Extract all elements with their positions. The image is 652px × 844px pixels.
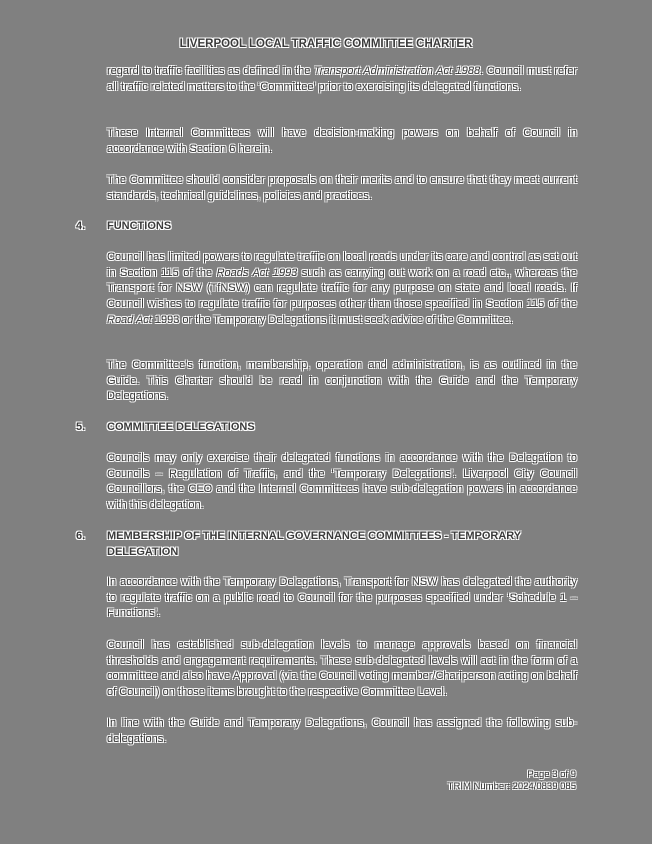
page-footer — [448, 769, 576, 793]
intro-paragraph-3: The Committee should consider proposals on their merits and to ensure that they meet current standards, technical guidelines, policies and practices. — [107, 174, 577, 202]
section-title: FUNCTIONS — [107, 220, 172, 232]
text-span: such as carrying out work on a road etc., whereas the Transport for NSW (TfNSW) can regulate traffic for any purpose on state and local roads. If Council wishes to regulate traffic for purposes other than those specified in Section 115 of the — [107, 266, 577, 311]
functions-paragraph-2: The Committee's function, membership, operation and administration, is as outlined in the Guide. This Charter should be read in conjunction with the Guide and the Temporary Delegations. — [107, 359, 577, 403]
page-number: Page 3 of 9 — [527, 769, 576, 780]
membership-paragraph-3: In line with the Guide and Temporary Delegations, Council has assigned the following sub-delegations. — [107, 717, 577, 745]
membership-paragraph-2: Council has established sub-delegation levels to manage approvals based on financial thresholds and engagement requirements. These sub-delegated levels will act in the form of a committee and also have Approval (via the Council voting member/Chariperson acting on behalf of Council) on those items brought to the respective Committee Level. — [107, 639, 577, 699]
intro-paragraph-1 — [107, 64, 577, 95]
section-title: MEMBERSHIP OF THE INTERNAL GOVERNANCE COMMITTEES - TEMPORARY DELEGATION — [107, 530, 521, 558]
text-span: Council has limited powers to regulate traffic on local roads under its care and control as set out in Section 115 of the — [107, 251, 577, 279]
document-title: LIVERPOOL LOCAL TRAFFIC COMMITTEE CHARTER — [179, 38, 473, 50]
intro-paragraph-2: These Internal Committees will have decision-making powers on behalf of Council in accordance with Section 6 herein. — [107, 127, 577, 155]
text-span: 1993 or the Temporary Delegations it must seek advice of the Committee. — [151, 313, 513, 326]
membership-paragraph-1: In accordance with the Temporary Delegations, Transport for NSW has delegated the authority to regulate traffic on a public road to Council for the purposes specified under ‘Schedule 1 – Functions’. — [107, 576, 577, 620]
trim-number: TRIM Number: 2024/0839 085 — [447, 781, 576, 792]
text-span: . Council must refer all traffic related matters to the ‘Committee’ prior to exercising its delegated functions. — [107, 65, 577, 93]
section-number: 6. — [76, 530, 86, 542]
section-number: 5. — [76, 421, 86, 433]
act-name-italic: Road Act — [107, 313, 152, 326]
text-span: regard to traffic facilities as defined in the — [107, 65, 314, 77]
act-name-italic: Roads Act 1993 — [216, 266, 298, 279]
section-number: 4. — [76, 220, 86, 232]
section-title: COMMITTEE DELEGATIONS — [107, 421, 255, 433]
act-name-italic: Transport Administration Act 1988 — [313, 65, 481, 77]
functions-paragraph-1 — [107, 250, 577, 329]
delegations-paragraph-1: Councils may only exercise their delegated functions in accordance with the Delegation to Councils – Regulation of Traffic, and the ‘Temporary Delegations’. Liverpool City Council Councillors, the CEO and the Internal Committees have sub-delegation powers in accordance with this delegation. — [107, 452, 577, 512]
